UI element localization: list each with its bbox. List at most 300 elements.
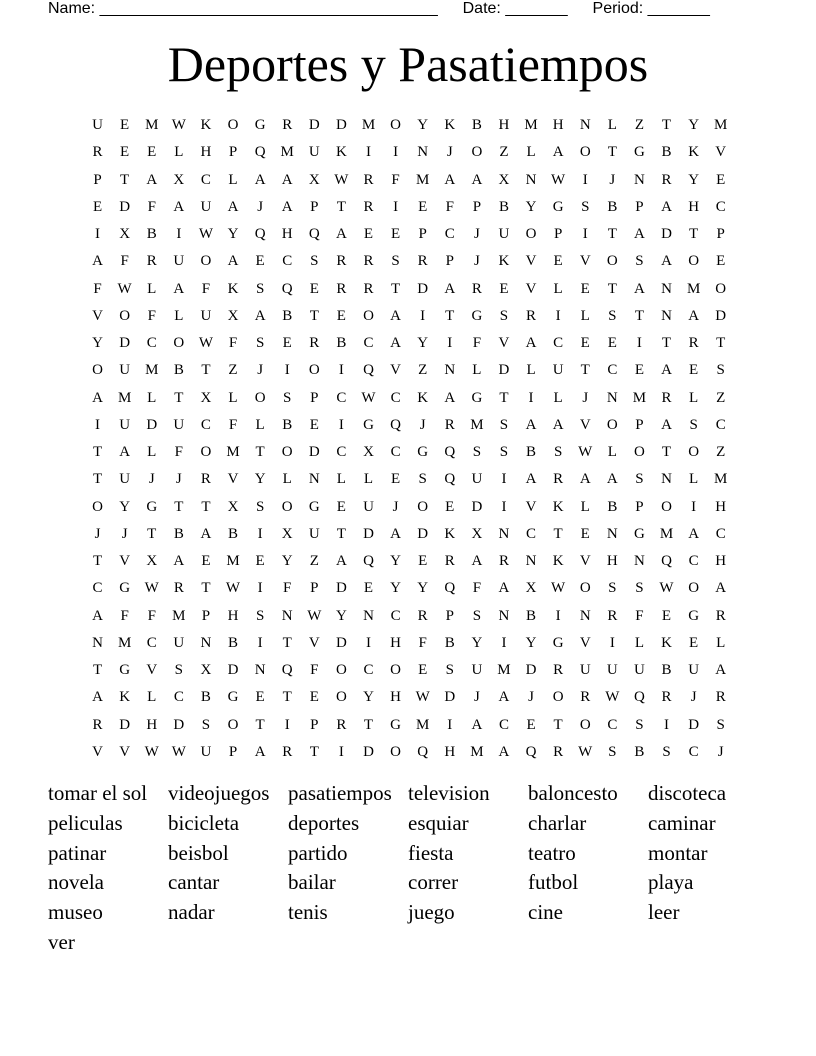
grid-letter: E — [445, 498, 455, 515]
grid-letter: C — [688, 743, 699, 760]
grid-letter: J — [609, 171, 616, 188]
grid-letter: E — [336, 307, 346, 324]
grid-letter: F — [228, 416, 238, 433]
grid-letter: K — [119, 689, 131, 706]
grid-letter: I — [257, 580, 263, 597]
grid-letter: R — [444, 553, 455, 569]
grid-letter: C — [390, 607, 401, 624]
grid-letter: Y — [471, 634, 483, 651]
grid-letter: I — [447, 716, 453, 733]
grid-letter: F — [445, 198, 454, 215]
grid-letter: W — [144, 743, 159, 760]
grid-letter: T — [661, 117, 672, 133]
grid-letter: D — [308, 117, 320, 133]
word-list-item: nadar — [168, 900, 215, 925]
grid-letter: T — [92, 444, 103, 460]
grid-letter: L — [634, 634, 644, 651]
grid-letter: Q — [525, 743, 537, 760]
grid-letter: I — [393, 198, 399, 215]
grid-letter: P — [716, 226, 725, 242]
grid-letter: S — [716, 362, 725, 379]
grid-row — [84, 112, 736, 139]
grid-letter: F — [635, 607, 644, 624]
grid-letter: G — [634, 144, 645, 161]
grid-letter: N — [254, 662, 266, 678]
grid-letter: O — [227, 716, 239, 733]
grid-letter: A — [119, 444, 131, 460]
grid-letter: L — [255, 416, 265, 433]
grid-letter: A — [525, 416, 537, 433]
grid-letter: A — [525, 335, 537, 351]
grid-letter: B — [228, 634, 239, 651]
grid-letter: U — [200, 198, 212, 215]
grid-letter: E — [201, 553, 211, 569]
grid-letter: S — [608, 307, 617, 324]
grid-letter: J — [419, 416, 426, 433]
grid-letter: S — [635, 580, 644, 597]
grid-letter: X — [227, 307, 239, 324]
grid-letter: Q — [363, 362, 374, 379]
grid-letter: K — [498, 253, 510, 270]
grid-letter: J — [528, 689, 534, 706]
grid-letter: M — [470, 743, 484, 760]
word-list-item: playa — [648, 870, 694, 895]
grid-letter: R — [363, 253, 374, 270]
grid-letter: N — [579, 117, 591, 133]
grid-letter: E — [689, 362, 699, 379]
grid-letter: N — [498, 607, 510, 624]
grid-letter: A — [471, 716, 483, 733]
grid-letter: Q — [308, 226, 320, 242]
grid-letter: T — [607, 226, 617, 242]
grid-letter: R — [661, 171, 672, 188]
grid-letter: V — [498, 335, 510, 351]
grid-letter: W — [171, 117, 186, 133]
grid-letter: M — [117, 634, 132, 651]
grid-letter: U — [498, 226, 510, 242]
grid-letter: M — [145, 362, 159, 379]
grid-letter: H — [227, 607, 239, 624]
grid-letter: T — [445, 307, 455, 324]
grid-letter: J — [473, 226, 480, 242]
grid-row — [84, 276, 736, 303]
grid-letter: V — [525, 280, 537, 297]
grid-letter: O — [525, 226, 537, 242]
grid-letter: H — [146, 716, 158, 733]
grid-letter: D — [146, 416, 158, 433]
grid-letter: W — [361, 389, 376, 406]
grid-letter: X — [119, 226, 131, 242]
grid-letter: M — [659, 525, 674, 542]
grid-letter: R — [553, 471, 564, 488]
grid-row — [84, 412, 736, 439]
grid-letter: Q — [417, 743, 429, 760]
grid-letter: I — [528, 389, 534, 406]
grid-letter: O — [634, 444, 645, 460]
grid-letter: V — [92, 743, 103, 760]
grid-letter: O — [661, 498, 672, 515]
grid-letter: A — [254, 171, 266, 188]
grid-letter: W — [551, 580, 566, 597]
grid-letter: B — [607, 198, 618, 215]
grid-letter: S — [445, 662, 454, 678]
grid-row — [84, 548, 736, 575]
grid-letter: N — [661, 307, 672, 324]
grid-letter: A — [92, 607, 103, 624]
grid-letter: N — [525, 553, 537, 569]
grid-letter: E — [363, 226, 374, 242]
grid-letter: D — [335, 634, 347, 651]
grid-letter: A — [471, 171, 483, 188]
grid-letter: M — [226, 553, 240, 569]
grid-letter: A — [498, 689, 510, 706]
grid-letter: G — [552, 634, 564, 651]
grid-letter: E — [661, 607, 672, 624]
grid-letter: R — [363, 198, 374, 215]
grid-letter: R — [715, 689, 726, 706]
grid-letter: F — [310, 662, 319, 678]
grid-letter: Y — [119, 498, 131, 515]
grid-letter: N — [200, 634, 212, 651]
grid-letter: G — [471, 389, 483, 406]
grid-letter: E — [553, 253, 563, 270]
grid-letter: T — [201, 498, 211, 515]
grid-letter: J — [257, 362, 264, 379]
grid-letter: T — [689, 226, 699, 242]
grid-letter: R — [92, 716, 103, 733]
grid-letter: D — [525, 662, 537, 678]
grid-letter: T — [309, 307, 319, 324]
grid-letter: I — [420, 307, 426, 324]
grid-letter: N — [363, 607, 374, 624]
word-list-item: videojuegos — [168, 781, 270, 805]
grid-letter: O — [335, 689, 347, 706]
grid-letter: C — [498, 716, 509, 733]
grid-letter: R — [444, 416, 455, 433]
grid-letter: E — [390, 471, 401, 488]
grid-letter: C — [336, 389, 347, 406]
grid-letter: A — [281, 198, 293, 215]
grid-letter: R — [688, 335, 699, 351]
grid-letter: A — [552, 416, 564, 433]
grid-letter: F — [391, 171, 400, 188]
grid-letter: P — [310, 389, 319, 406]
grid-letter: N — [606, 525, 618, 542]
grid-letter: Y — [363, 689, 374, 706]
grid-letter: Q — [281, 662, 293, 678]
grid-letter: J — [690, 689, 697, 706]
grid-letter: A — [525, 471, 537, 488]
grid-letter: T — [282, 689, 292, 706]
grid-letter: A — [335, 553, 347, 569]
grid-letter: U — [173, 634, 185, 651]
grid-letter: A — [254, 307, 266, 324]
grid-letter: D — [363, 743, 374, 760]
grid-letter: U — [200, 307, 212, 324]
grid-letter: J — [175, 471, 182, 488]
grid-letter: C — [607, 716, 618, 733]
grid-letter: L — [147, 389, 157, 406]
grid-letter: I — [501, 634, 507, 651]
grid-letter: F — [147, 198, 156, 215]
grid-letter: Q — [444, 471, 456, 488]
grid-letter: J — [94, 525, 101, 542]
grid-letter: T — [147, 525, 157, 542]
grid-row — [84, 357, 736, 384]
grid-letter: H — [281, 226, 293, 242]
grid-letter: R — [282, 117, 293, 133]
grid-letter: E — [526, 716, 536, 733]
grid-letter: S — [635, 716, 644, 733]
grid-letter: X — [498, 171, 510, 188]
word-list-item: teatro — [528, 840, 576, 865]
grid-letter: W — [198, 335, 213, 351]
grid-letter: R — [309, 335, 320, 351]
grid-letter: C — [715, 416, 726, 433]
grid-letter: D — [335, 117, 347, 133]
grid-letter: T — [716, 335, 726, 351]
grid-row — [84, 194, 736, 221]
grid-letter: U — [552, 362, 564, 379]
grid-letter: I — [338, 743, 344, 760]
grid-letter: L — [607, 117, 617, 133]
grid-letter: O — [173, 335, 185, 351]
grid-letter: I — [338, 362, 344, 379]
grid-letter: S — [608, 743, 617, 760]
grid-letter: N — [634, 171, 645, 188]
grid-letter: S — [255, 498, 265, 515]
grid-letter: U — [119, 362, 131, 379]
grid-letter: D — [498, 362, 510, 379]
grid-letter: F — [418, 634, 427, 651]
grid-letter: G — [308, 498, 320, 515]
grid-letter: O — [390, 117, 401, 133]
grid-letter: O — [606, 253, 618, 270]
grid-letter: E — [282, 335, 292, 351]
word-list-item: montar — [648, 840, 708, 865]
grid-letter: I — [555, 307, 561, 324]
grid-letter: S — [635, 471, 644, 488]
grid-letter: S — [608, 580, 617, 597]
grid-letter: R — [363, 171, 374, 188]
grid-letter: T — [92, 471, 103, 488]
grid-letter: U — [688, 662, 700, 678]
grid-letter: T — [174, 498, 184, 515]
word-search-grid — [84, 112, 736, 766]
grid-letter: S — [310, 253, 319, 270]
grid-letter: S — [635, 253, 644, 270]
grid-letter: I — [284, 362, 290, 379]
grid-letter: E — [418, 662, 428, 678]
grid-row — [84, 385, 736, 412]
grid-letter: D — [688, 716, 700, 733]
grid-letter: F — [147, 607, 156, 624]
grid-letter: E — [580, 280, 590, 297]
grid-letter: C — [390, 389, 401, 406]
grid-letter: Y — [688, 117, 700, 133]
grid-row — [84, 521, 736, 548]
grid-letter: L — [689, 471, 699, 488]
grid-letter: O — [606, 416, 618, 433]
grid-row — [84, 248, 736, 275]
grid-letter: I — [365, 634, 371, 651]
grid-letter: V — [119, 743, 131, 760]
grid-letter: P — [418, 226, 427, 242]
grid-letter: T — [553, 525, 563, 542]
grid-letter: O — [417, 498, 429, 515]
grid-letter: R — [661, 689, 672, 706]
grid-letter: L — [147, 689, 157, 706]
grid-letter: E — [336, 498, 346, 515]
grid-letter: T — [661, 444, 672, 460]
grid-letter: B — [661, 144, 672, 161]
grid-letter: M — [632, 389, 647, 406]
grid-letter: A — [471, 553, 483, 569]
word-list-item: beisbol — [168, 840, 229, 865]
grid-letter: P — [228, 743, 238, 760]
grid-letter: O — [552, 689, 564, 706]
grid-letter: B — [228, 525, 239, 542]
grid-letter: W — [659, 580, 674, 597]
grid-letter: C — [363, 662, 374, 678]
word-list-item: pasatiempos — [288, 781, 392, 805]
grid-letter: V — [715, 144, 727, 161]
grid-letter: R — [580, 689, 591, 706]
word-list-item: tenis — [288, 900, 328, 925]
grid-letter: A — [227, 198, 239, 215]
grid-letter: D — [417, 280, 429, 297]
grid-letter: G — [146, 498, 158, 515]
word-list-item: charlar — [528, 810, 587, 835]
grid-letter: T — [363, 716, 374, 733]
grid-letter: B — [200, 689, 211, 706]
grid-letter: V — [579, 634, 591, 651]
grid-letter: B — [498, 198, 509, 215]
grid-letter: E — [580, 335, 590, 351]
grid-letter: Y — [227, 226, 239, 242]
grid-letter: O — [200, 444, 212, 460]
grid-letter: P — [201, 607, 211, 624]
grid-letter: C — [715, 525, 726, 542]
grid-row — [84, 466, 736, 493]
grid-letter: E — [499, 280, 509, 297]
grid-letter: A — [390, 335, 401, 351]
grid-letter: C — [146, 634, 157, 651]
grid-letter: E — [92, 198, 103, 215]
grid-letter: R — [553, 662, 564, 678]
grid-letter: T — [607, 280, 617, 297]
word-list-item: fiesta — [408, 840, 454, 865]
grid-letter: W — [415, 689, 430, 706]
grid-letter: M — [686, 280, 701, 297]
grid-letter: J — [582, 389, 589, 406]
grid-letter: Z — [228, 362, 238, 379]
grid-letter: C — [715, 198, 726, 215]
grid-letter: E — [120, 144, 130, 161]
grid-letter: U — [471, 662, 483, 678]
grid-letter: L — [580, 307, 590, 324]
word-list-item: television — [408, 781, 490, 805]
grid-letter: M — [361, 117, 376, 133]
grid-letter: G — [227, 689, 239, 706]
grid-letter: T — [120, 171, 130, 188]
grid-letter: Y — [390, 553, 401, 569]
grid-letter: V — [525, 498, 537, 515]
grid-letter: K — [552, 498, 564, 515]
grid-letter: P — [472, 198, 482, 215]
grid-letter: A — [715, 580, 727, 597]
grid-letter: O — [92, 498, 103, 515]
grid-letter: I — [691, 498, 697, 515]
grid-letter: K — [688, 144, 700, 161]
grid-letter: T — [336, 525, 346, 542]
grid-letter: W — [144, 580, 159, 597]
grid-row — [84, 684, 736, 711]
grid-letter: L — [174, 307, 184, 324]
grid-letter: S — [255, 280, 265, 297]
grid-letter: A — [335, 226, 347, 242]
grid-letter: T — [499, 389, 509, 406]
grid-letter: P — [445, 253, 454, 270]
grid-row — [84, 739, 736, 766]
grid-letter: J — [148, 471, 155, 488]
grid-letter: P — [310, 716, 319, 733]
grid-letter: W — [605, 689, 620, 706]
grid-letter: F — [93, 280, 102, 297]
grid-letter: C — [553, 335, 564, 351]
grid-letter: X — [363, 444, 374, 460]
grid-letter: I — [257, 525, 263, 542]
grid-letter: D — [119, 716, 131, 733]
grid-letter: C — [688, 553, 699, 569]
grid-letter: L — [716, 634, 726, 651]
grid-letter: R — [92, 144, 103, 161]
grid-letter: M — [145, 117, 159, 133]
grid-letter: V — [390, 362, 401, 379]
grid-letter: R — [607, 607, 618, 624]
grid-letter: A — [688, 525, 700, 542]
grid-row — [84, 494, 736, 521]
grid-letter: C — [607, 362, 618, 379]
grid-letter: A — [444, 171, 456, 188]
grid-letter: Y — [417, 580, 429, 597]
grid-letter: T — [580, 362, 590, 379]
grid-letter: R — [363, 280, 374, 297]
grid-letter: E — [607, 335, 617, 351]
grid-letter: A — [444, 389, 456, 406]
word-list-item: baloncesto — [528, 781, 618, 805]
grid-letter: Y — [417, 335, 429, 351]
grid-letter: U — [173, 253, 185, 270]
grid-letter: P — [635, 198, 644, 215]
grid-letter: K — [335, 144, 347, 161]
word-list-item: juego — [408, 900, 455, 925]
grid-letter: A — [281, 171, 293, 188]
period-field-label: Period: _______ — [592, 0, 710, 17]
grid-letter: I — [582, 226, 588, 242]
grid-letter: Z — [716, 389, 726, 406]
grid-letter: Q — [363, 553, 374, 569]
word-list-item: futbol — [528, 870, 579, 895]
grid-letter: I — [447, 335, 453, 351]
grid-letter: M — [416, 171, 430, 188]
grid-letter: U — [308, 144, 320, 161]
grid-letter: E — [255, 553, 265, 569]
grid-letter: X — [200, 389, 212, 406]
grid-letter: S — [418, 471, 427, 488]
grid-letter: G — [254, 117, 266, 133]
grid-letter: E — [390, 226, 401, 242]
